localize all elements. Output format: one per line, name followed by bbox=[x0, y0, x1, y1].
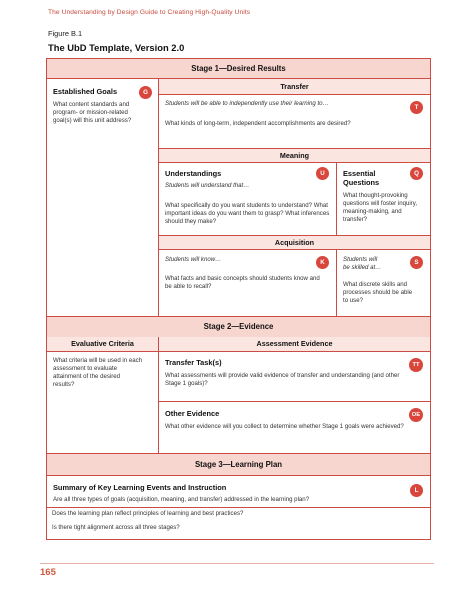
meaning-header: Meaning bbox=[159, 148, 430, 163]
knowledge-prompt: Students will know… bbox=[165, 256, 222, 263]
stage1-header: Stage 1—Desired Results bbox=[47, 59, 430, 79]
knowledge-k-icon: K bbox=[316, 256, 329, 269]
essential-questions-text: What thought-provoking questions will foster inquiry, meaning-making, and transfer? bbox=[343, 192, 418, 223]
understandings-prompt: Students will understand that… bbox=[165, 182, 250, 189]
transfer-question: What kinds of long-term, independent accomplishments are desired? bbox=[165, 120, 351, 127]
footer-rule bbox=[40, 563, 434, 564]
stage2-column-divider bbox=[158, 337, 159, 453]
learning-l-icon: L bbox=[410, 484, 423, 497]
evaluative-criteria-text: What criteria will be used in each assessment to evaluate attainment of the desired results? bbox=[53, 357, 143, 388]
acquisition-divider bbox=[336, 250, 337, 316]
figure-label: Figure B.1 bbox=[48, 29, 83, 38]
understanding-u-icon: U bbox=[316, 167, 329, 180]
stage1-column-divider bbox=[158, 79, 159, 316]
knowledge-question: What facts and basic concepts should students know and be able to recall? bbox=[165, 275, 320, 290]
evaluative-criteria-header: Evaluative Criteria bbox=[47, 337, 158, 352]
established-goals-cell bbox=[47, 79, 158, 316]
understandings-title: Understandings bbox=[165, 169, 222, 178]
skill-s-icon: S bbox=[410, 256, 423, 269]
acquisition-header: Acquisition bbox=[159, 235, 430, 250]
learning-question-1: Are all three types of goals (acquisition, meaning, and transfer) addressed in the learning plan? bbox=[53, 496, 310, 503]
learning-question-2: Does the learning plan reflect principles of learning and best practices? bbox=[52, 510, 244, 517]
other-evidence-text: What other evidence will you collect to determine whether Stage 1 goals were achieved? bbox=[165, 423, 404, 430]
transfer-header: Transfer bbox=[159, 79, 430, 95]
established-goals-title: Established Goals bbox=[53, 87, 118, 96]
transfer-prompt: Students will be able to independently use their learning to… bbox=[165, 100, 329, 107]
assessment-evidence-header: Assessment Evidence bbox=[159, 337, 430, 352]
running-head: The Understanding by Design Guide to Creating High-Quality Units bbox=[48, 9, 251, 16]
question-q-icon: Q bbox=[410, 167, 423, 180]
understandings-question: What specifically do you want students to understand? What important ideas do you want them to grasp? What inferences should they make? bbox=[165, 202, 330, 225]
other-evidence-title: Other Evidence bbox=[165, 409, 220, 418]
learning-summary-title: Summary of Key Learning Events and Instruction bbox=[53, 483, 227, 492]
essential-questions-title: Essential Questions bbox=[343, 169, 380, 187]
stage3-border bbox=[46, 507, 431, 540]
stage3-header: Stage 3—Learning Plan bbox=[47, 453, 430, 476]
transfer-t-icon: T bbox=[410, 101, 423, 114]
other-evidence-oe-icon: OE bbox=[409, 408, 423, 422]
transfer-tasks-text: What assessments will provide valid evidence of transfer and understanding (and other Stage 1 goals)? bbox=[165, 372, 400, 387]
meaning-divider bbox=[336, 163, 337, 235]
skills-prompt-line2: be skilled at… bbox=[343, 264, 382, 271]
learning-question-3: Is there tight alignment across all three stages? bbox=[52, 524, 180, 531]
ubd-template bbox=[46, 58, 431, 508]
transfer-task-tt-icon: TT bbox=[409, 358, 423, 372]
evidence-divider bbox=[159, 401, 430, 402]
skills-prompt-line1: Students will bbox=[343, 256, 378, 263]
stage2-header: Stage 2—Evidence bbox=[47, 316, 430, 338]
transfer-tasks-title: Transfer Task(s) bbox=[165, 358, 222, 367]
page-number: 165 bbox=[40, 567, 56, 578]
goal-g-icon: G bbox=[139, 86, 152, 99]
established-goals-text: What content standards and program- or mission-related goal(s) will this unit address? bbox=[53, 101, 132, 124]
skills-question: What discrete skills and processes should be able to use? bbox=[343, 281, 413, 304]
figure-title: The UbD Template, Version 2.0 bbox=[48, 42, 185, 53]
